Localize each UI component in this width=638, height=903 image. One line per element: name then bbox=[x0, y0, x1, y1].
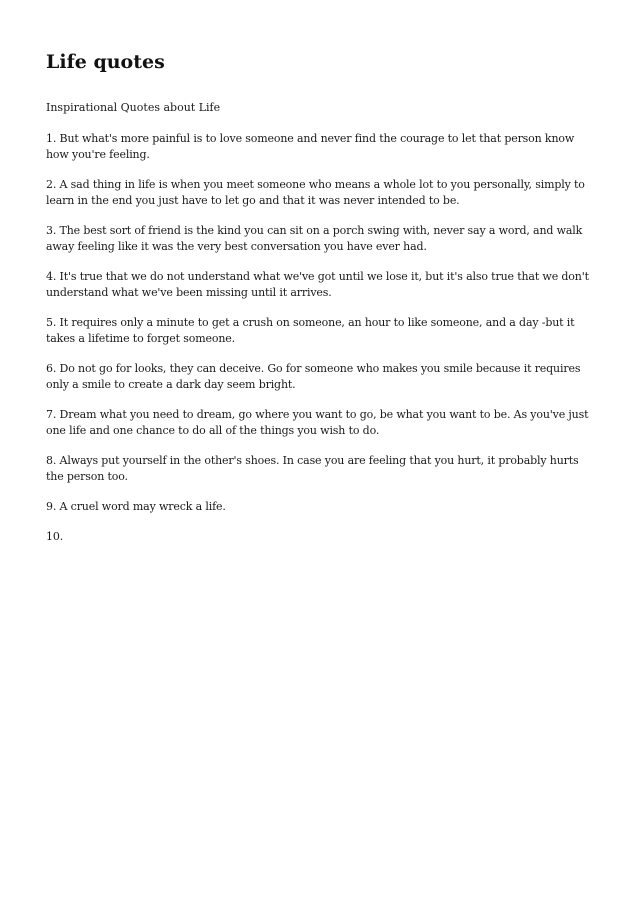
quote-item: 5. It requires only a minute to get a crush on someone, an hour to like someone, and a day -but it takes a lifetime to forget someone. bbox=[46, 316, 575, 345]
quote-item: 8. Always put yourself in the other's shoes. In case you are feeling that you hurt, it probably hurts the person too. bbox=[46, 454, 579, 483]
quote-item: 9. A cruel word may wreck a life. bbox=[46, 500, 226, 513]
document-page bbox=[46, 50, 594, 559]
quote-item: 1. But what's more painful is to love someone and never find the courage to let that person know how you're feeling. bbox=[46, 132, 575, 161]
page-subtitle: Inspirational Quotes about Life bbox=[46, 101, 221, 114]
quote-item: 3. The best sort of friend is the kind you can sit on a porch swing with, never say a word, and walk away feeling like it was the very best conversation you have ever had. bbox=[46, 224, 583, 253]
quote-item: 7. Dream what you need to dream, go where you want to go, be what you want to be. As you've just one life and one chance to do all of the things you wish to do. bbox=[46, 408, 589, 437]
page-title: Life quotes bbox=[46, 51, 165, 73]
quote-item: 6. Do not go for looks, they can deceive. Go for someone who makes you smile because it requires only a smile to create a dark day seem bright. bbox=[46, 362, 581, 391]
quote-item: 10. bbox=[46, 530, 64, 543]
quote-item: 4. It's true that we do not understand what we've got until we lose it, but it's also true that we don't understand what we've been missing until it arrives. bbox=[46, 270, 589, 299]
quote-item: 2. A sad thing in life is when you meet someone who means a whole lot to you personally, simply to learn in the end you just have to let go and that it was never intended to be. bbox=[46, 178, 585, 207]
